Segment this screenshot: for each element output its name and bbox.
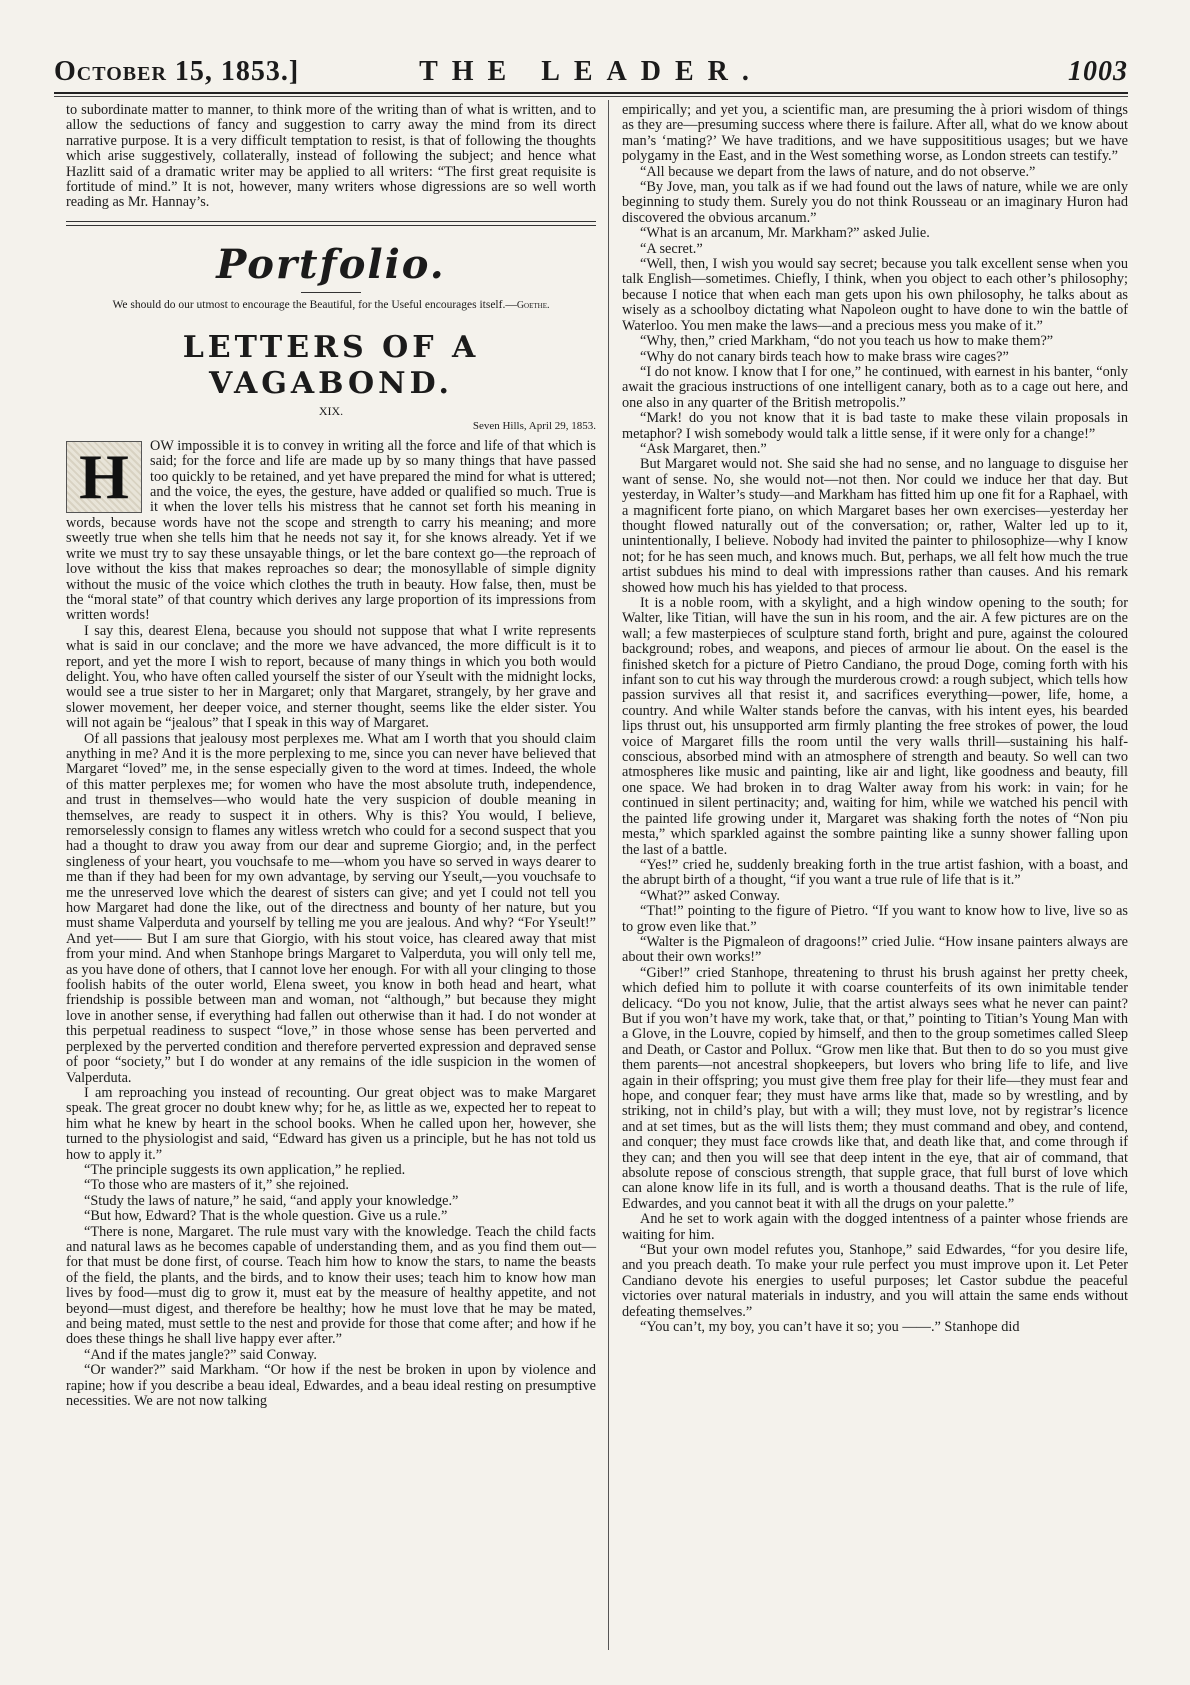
right-column bbox=[622, 103, 1128, 1336]
paragraph: “By Jove, man, you talk as if we had found out the laws of nature, while we are only beginning to study them. Surely you do not think Rousseau or an imaginary Huron had discovered the obvious arcanum.” bbox=[622, 179, 1128, 226]
section-divider bbox=[66, 221, 596, 226]
paragraph: “Walter is the Pigmaleon of dragoons!” cried Julie. “How insane painters always are about their own works!” bbox=[622, 933, 1128, 966]
letter-number: XIX. bbox=[318, 403, 344, 418]
section-title: Portfolio. bbox=[216, 240, 446, 288]
paragraph: “Yes!” cried he, suddenly breaking forth in the true artist fashion, with a boast, and the abrupt birth of a thought, “if you want a true rule of life that is it.” bbox=[622, 856, 1128, 889]
issue-date: October 15, 1853.] bbox=[54, 56, 300, 87]
motto-text: We should do our utmost to encourage the Beautiful, for the Useful encourages itself.— bbox=[112, 298, 517, 311]
masthead bbox=[54, 56, 1128, 86]
paragraph: It is a noble room, with a skylight, and a high window opening to the south; for Walter, like Titian, will have the sun in his room, and the air. A few pictures are on the wall; a few masterpieces of sculpture stand forth, bright and pure, against the coloured background; robes, and weapons, and pieces of armour lie about. On the easel is the finished sketch for a picture of Pietro Candiano, the proud Doge, coming forth with his infant son to cut his way through the murderous crowd: a rough subject, which tells how passion survives all that resist it, and sacrifices everything—power, life, home, a country. And while Walter stands before the canvas, with his intent eyes, his bearded lips thrust out, his unsupported arm firmly planting the free strokes of power, the loud voice of Margaret fills the room until the very walls thrill—sustaining his half-conscious, absorbed mind with an atmosphere of strength and beauty. So well can two atmospheres like music and painting, like air and light, like goodness and beauty, fill one space. We had broken in to drag Walter away from his work: in vain; for he continued in silent pertinacity; and, waiting for him, while we watched his pencil with the painted life growing under it, Margaret was shaking forth the notes of “Non piu mesta,” which sparkled against the sombre painting like a sunny shower falling upon the last of a battle. bbox=[622, 595, 1128, 858]
paragraph: And he set to work again with the dogged intentness of a painter whose friends are waiting for him. bbox=[622, 1211, 1128, 1243]
paragraph: I am reproaching you instead of recounting. Our great object was to make Margaret speak. The great grocer no doubt knew why; for he, as little as we, expected her to repeat to him what he knew by heart in the school books. When he called upon her, however, she turned to the physiologist and said, “Edward has given us a principle, but he has not told us how to apply it.” bbox=[66, 1084, 596, 1163]
ornamental-dropcap: H bbox=[66, 441, 142, 513]
paragraph: “Study the laws of nature,” he said, “and apply your knowledge.” bbox=[84, 1192, 459, 1209]
paragraph: “Mark! do you not know that it is bad taste to make these vilain proposals in metaphor? I wish somebody would talk a little sense, if it were only for a change!” bbox=[622, 410, 1128, 442]
paragraph: “A secret.” bbox=[640, 240, 703, 257]
paragraph: empirically; and yet you, a scientific man, are presuming the à priori wisdom of things as they are—presuming success where there is failure. After all, what do we know about man’s ‘mating?’ We have traditions, and we have supposititious usages; but we have polygamy in the East, and in the West something worse, as London streets can testify.” bbox=[622, 102, 1128, 165]
paragraph: “Why do not canary birds teach how to make brass wire cages?” bbox=[640, 348, 1009, 365]
section-motto bbox=[66, 299, 596, 312]
paragraph: “I do not know. I know that I for one,” he continued, with earnest in his banter, “only await the gracious instructions of one intelligent canary, both as to a cage out here, and one also in any quarter of the British metropolis.” bbox=[622, 363, 1128, 411]
paragraph: “The principle suggests its own application,” he replied. bbox=[84, 1161, 406, 1178]
paragraph: “What is an arcanum, Mr. Markham?” asked Julie. bbox=[640, 225, 930, 242]
dateline: Seven Hills, April 29, 1853. bbox=[472, 419, 596, 432]
paragraph: “But your own model refutes you, Stanhope,” said Edwardes, “for you desire life, and you preach death. To make your rule perfect you must improve upon it. Let Peter Candiano devote his energies to useful purposes; let Castor subdue the peaceful victories over natural materials in industry, and you will attain the same ends without defeating themselves.” bbox=[622, 1242, 1128, 1320]
masthead-rule-thin bbox=[54, 96, 1128, 97]
paragraph: OW impossible it is to convey in writing all the force and life of that which is said; for the force and life are made up by so many things that have passed too quickly to be retained, and yet have prepared the mind for what is uttered; and the voice, the eyes, the gesture, have added or qualified so much. True is it when the lover tells his mistress that he cannot set forth his meaning in words, because words have not the scope and strength to carry his meaning; and more sweetly true when she tells him that he needs not say it, for she knows already. Yet if we write we must try to say these unsayable things, or let the bare context go—the reproach of love without the kiss that makes reproaches so dear; the monosyllable of simple dignity without the music of the voice which clothes the truth in beauty. How false, then, must be the “moral state” of that country which derives any large proportion of its impressions from written words! bbox=[66, 437, 596, 624]
paragraph: “What?” asked Conway. bbox=[640, 887, 780, 904]
paragraph: “To those who are masters of it,” she rejoined. bbox=[84, 1177, 349, 1194]
paragraph: “And if the mates jangle?” said Conway. bbox=[84, 1346, 317, 1363]
paragraph: “Or wander?” said Markham. “Or how if the nest be broken in upon by violence and rapine; how if you describe a beau ideal, Edwardes, and a beau ideal resting on presumptive necessities. We are not now talking bbox=[66, 1362, 596, 1410]
paragraph: “But how, Edward? That is the whole question. Give us a rule.” bbox=[84, 1208, 448, 1225]
left-column bbox=[66, 103, 596, 1409]
paragraph: “Why, then,” cried Markham, “do not you teach us how to make them?” bbox=[640, 333, 1054, 350]
paragraph: Of all passions that jealousy most perplexes me. What am I worth that you should claim anything in me? And it is the more perplexing to me, since you can never have believed that Margaret “loved” me, in the sense especially given to the word at times. Indeed, the whole of this matter perplexes me; for women who have the most absolute truth, independence, and trust in themselves—who would hate the very suspicion of double meaning in themselves, are ready to suspect it in others. Why is this? You would, I believe, remorselessly consign to flames any witless wretch who could for a second suspect that you had a thought to draw you away from our dear and supreme Giorgio; and, in the perfect singleness of your heart, you vouchsafe to me—whom you have so served in ways dearer to me than if they had been for my own advantage, by serving our Yseult,—you vouchsafe to me the unreserved love which the dearest of sisters can give; and yet I could not tell you how Margaret had done the like, out of the directness and bounty of her nature, but you must shame Valperduta and yourself by telling me you are jealous. And why? “For Yseult!” And yet—— But I am sure that Giorgio, with his stout voice, has cleared away that mist from your mind. And when Stanhope brings Margaret to Valperduta, you will only tell me, as you have done of others, that I cannot love her enough. For with all your clinging to those foolish habits of the outer world, Elena sweet, you know in both head and heart, what friendship is possible between man and woman, not “although,” but because they might love in another sense, if everything had fallen out otherwise than it had. I do not wonder at this perpetual readiness to suspect “love,” in those whose sense has been perverted and perplexed by the perverted condition and therefore perverted expression and depraved sense of poor “society,” but I do wonder at any remains of the idle suspicion in the women of Valperduta. bbox=[66, 730, 596, 1086]
column-divider bbox=[608, 100, 609, 1650]
paragraph: “Ask Margaret, then.” bbox=[640, 440, 767, 457]
paragraph: “You can’t, my boy, you can’t have it so; you ——.” Stanhope did bbox=[640, 1319, 1020, 1336]
article-title: LETTERS OF A VAGABOND. bbox=[182, 329, 480, 401]
paragraph: “That!” pointing to the figure of Pietro. “If you want to know how to live, live so as to grow even like that.” bbox=[622, 903, 1128, 935]
paragraph: “All because we depart from the laws of nature, and do not observe.” bbox=[640, 163, 1036, 180]
masthead-rule bbox=[54, 92, 1128, 94]
page-number: 1003 bbox=[1068, 56, 1128, 87]
paragraph: “Well, then, I wish you would say secret; because you talk excellent sense when you talk English—sometimes. Chiefly, I think, when you object to each other’s philosophy; because I notice that when each man gets upon his own philosophy, he talks about as wisely as a schoolboy dictating what Napoleon ought to have done to win the battle of Waterloo. You men make the laws—and a precious mess you make of it.” bbox=[622, 256, 1128, 334]
paragraph: I say this, dearest Elena, because you should not suppose that what I write represents what is said in our conclave; and the more we have advanced, the more difficult is it to report, and yet the more I wish to report, because of many things in which you both would delight. You, who have often called yourself the sister of our Yseult with the midnight locks, would see a true sister to her in Margaret; only that Margaret, strangely, by her grave and slower movement, her deeper voice, and sterner thought, seems like the elder sister. You will not again be “jealous” that I speak in this way of Margaret. bbox=[66, 622, 596, 732]
paragraph: “There is none, Margaret. The rule must vary with the knowledge. Teach the child facts and natural laws as he becomes capable of understanding them, and as you find them out—for that must be done first, of course. Teach him how to know the stars, to name the beasts of the field, the plants, and the birds, and to know their uses; teach him to know how man lives by food—must dig to grow it, must eat by the measure of healthy appetite, and not beyond—must digest, and therefore be healthy; how he must love that he may be mated, and being mated, must settle to the nest and provide for those that come after; and how if he does these things he shall live happy ever after.” bbox=[66, 1223, 596, 1348]
motto-author: Goethe. bbox=[516, 299, 550, 311]
paragraph: “Giber!” cried Stanhope, threatening to thrust his brush against her pretty cheek, which defied him to pollute it with coarse counterfeits of its own inimitable tender delicacy. “Do you not know, Julie, that the artist always sees what he never can paint? But if you won’t have my work, take that, or that,” pointing to Titian’s Young Man with a Glove, in the Louvre, copied by himself, and then to the group sometimes called Sleep and Death, or Castor and Pollux. “Grow men like that. But then to do so you must give them parents—not ancestral shopkeepers, but lovers who bring life to life, and live again in their offspring; you must give them free play for their life—they must fear and hope, and conquer fear; they must have arms like that, made so by wrestling, and by striking, not in child’s play, but with a will; they must love, not by registrar’s licence and at set times, but as the will lists them; they must command and obey, and contend, and conquer; they must face crowds like that, and death like that, and come through if they can; and then you will see that deep intent in the eye, that air of command, that absolute repose of conscious strength, that supple grace, that full burst of love which can alone know life in its full, and is worth a thousand deaths. That is the rule of life, Edwardes, and you cannot beat it with all the drugs on your palette.” bbox=[622, 964, 1128, 1212]
newspaper-title: THE LEADER. bbox=[419, 56, 763, 87]
paragraph: But Margaret would not. She said she had no sense, and no language to disguise her want of sense. No, she would not—not then. Nor could we induce her that day. But yesterday, in Walter’s study—and Markham has fitted him up one fit for a Raphael, with a magnificent forte piano, on which Margaret bases her own exercises—yesterday her thought flowed naturally out of the conversation; or, rather, Walter led up to it, unintentionally, I believe. Nobody had invited the painter to philosophize—why I know not; for he has seen much, and knows much. But, perhaps, we all felt how much the true artist subdues his mind to deal with impressions rather than causes. And his remark showed how much his has yielded to that process. bbox=[622, 456, 1128, 596]
review-continuation: to subordinate matter to manner, to think more of the writing than of what is written, and to allow the seductions of fancy and suggestion to carry away the mind from its direct narrative purpose. It is a very difficult temptation to resist, is that of following the thoughts which arise suggestively, collaterally, instead of following the subject; and hence what Hazlitt said of a dramatic writer may be applied to all writers: “The first great requisite is fortitude of mind.” It is not, however, many writers whose digressions are so well worth reading as Mr. Hannay’s. bbox=[66, 102, 596, 211]
title-rule bbox=[301, 292, 361, 293]
